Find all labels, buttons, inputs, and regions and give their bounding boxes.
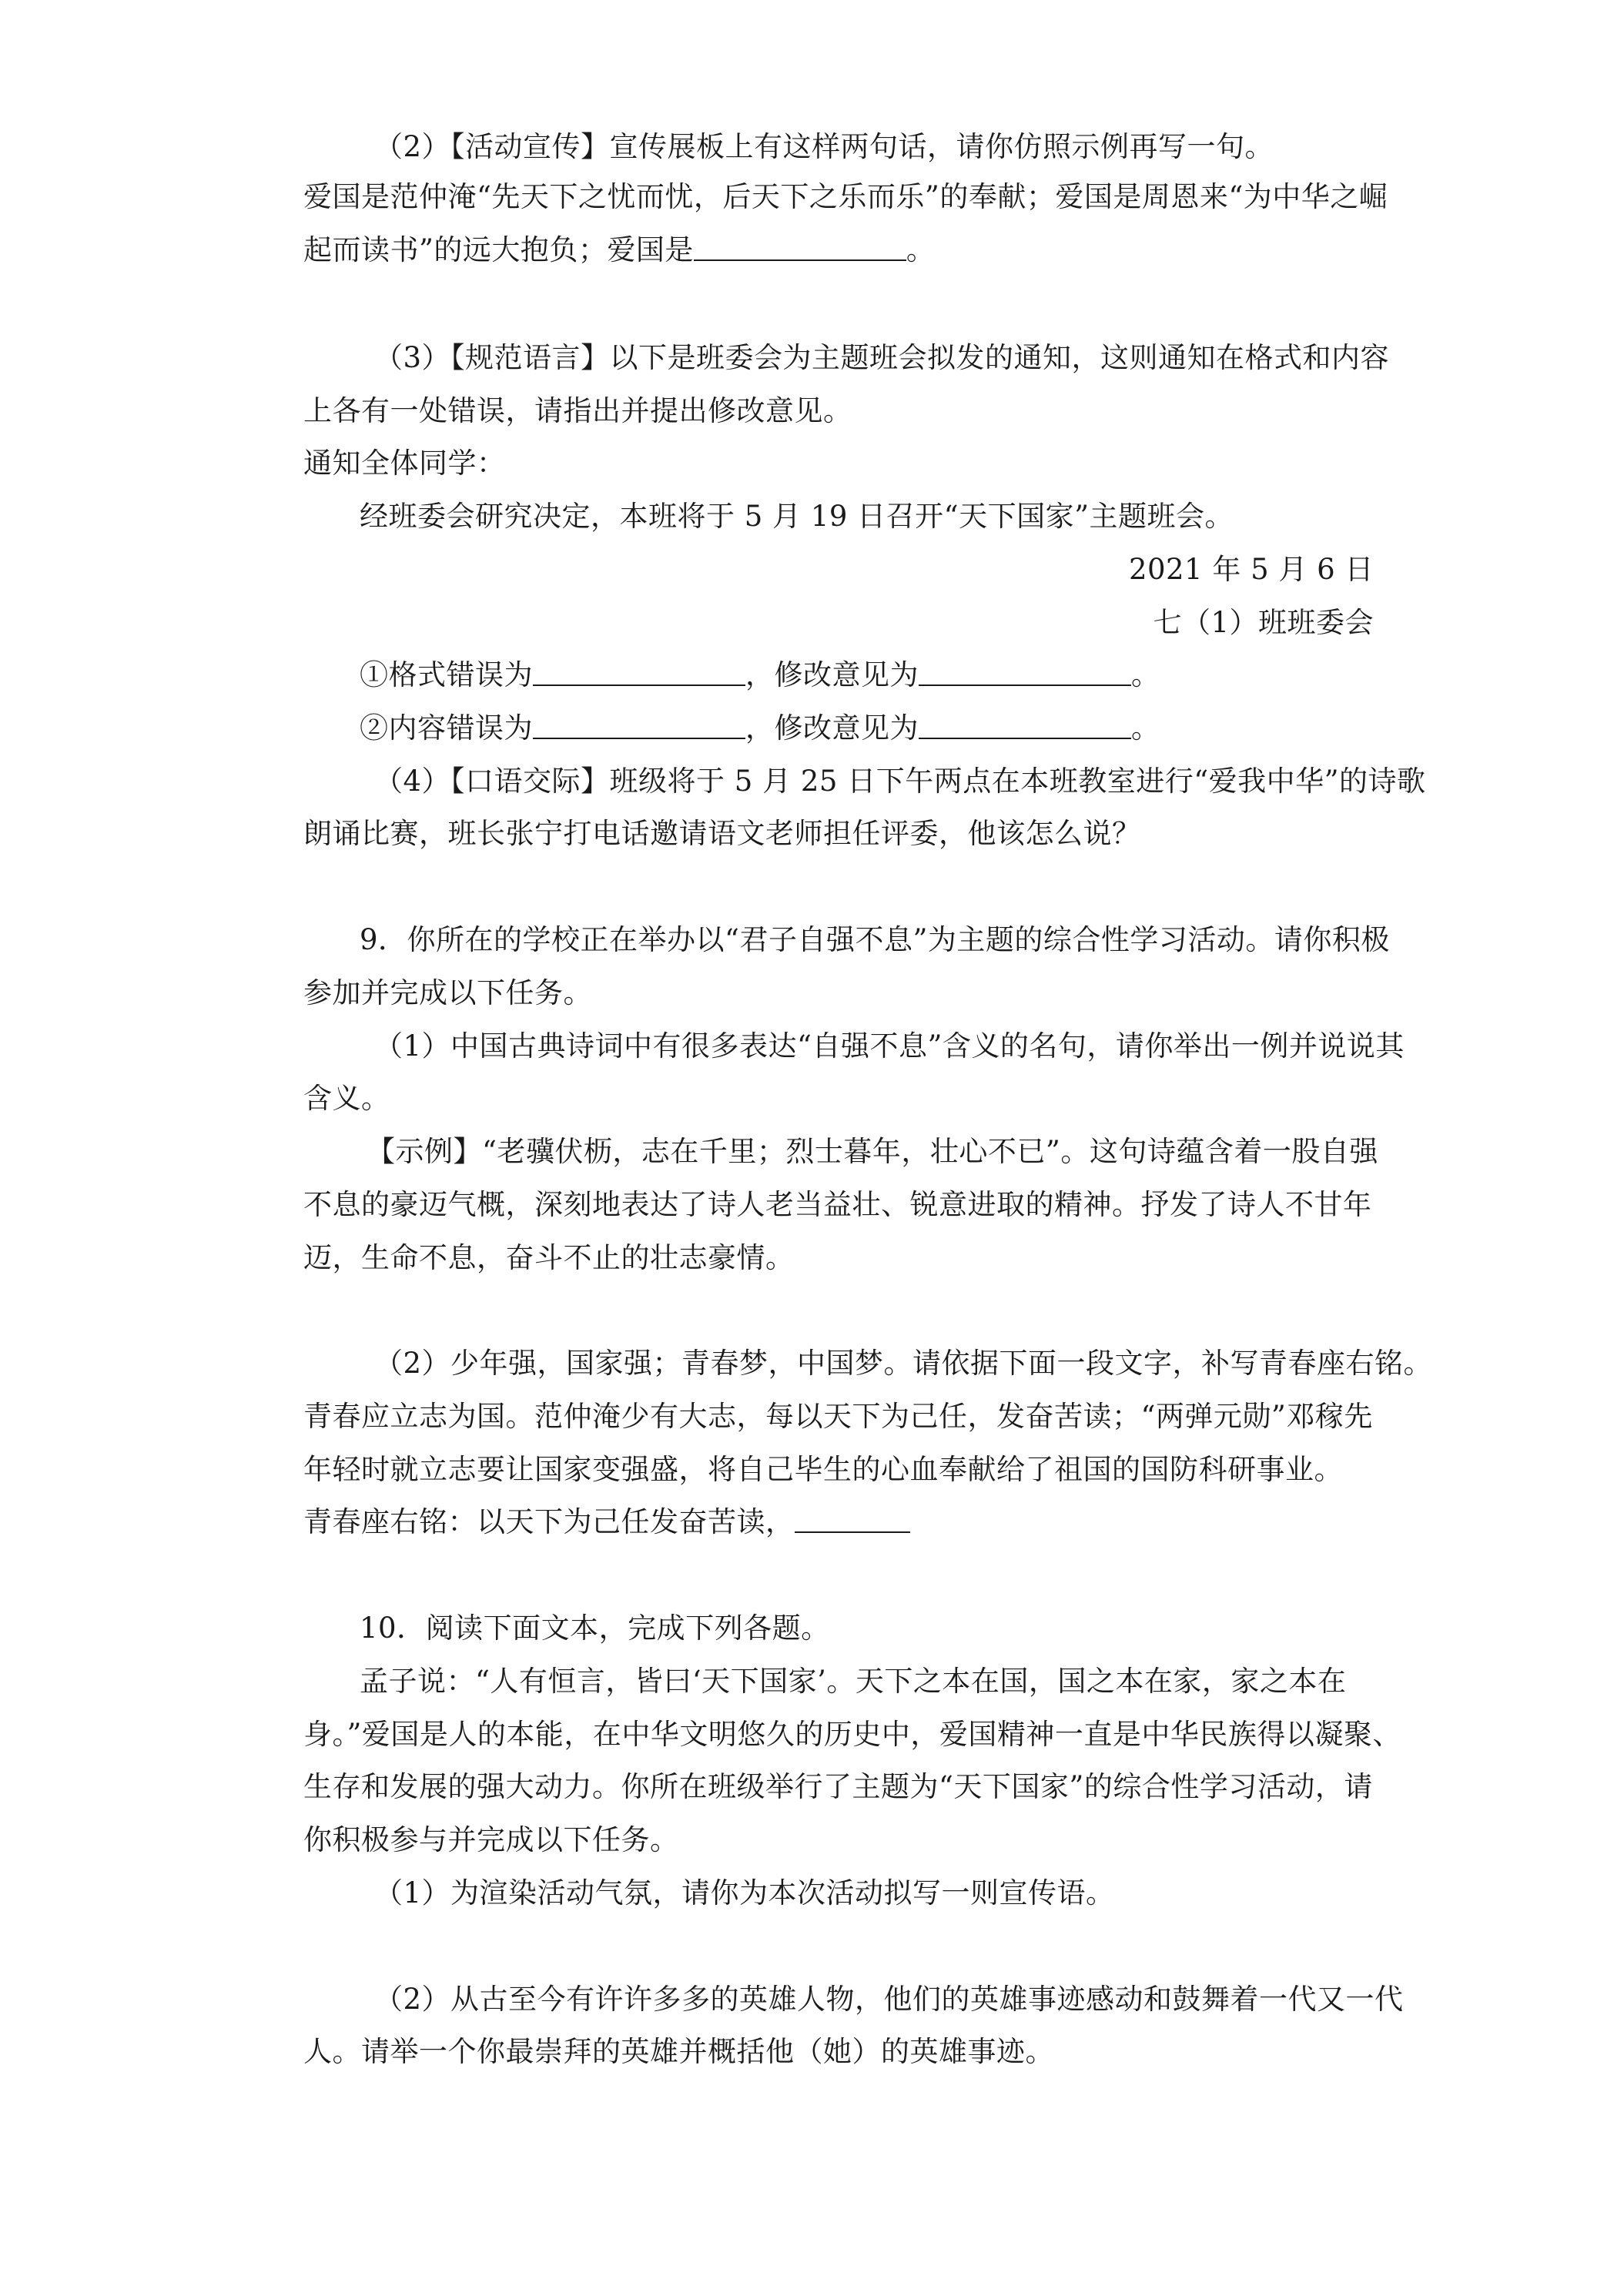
q8-p2-line2: [303, 232, 935, 269]
format-error-label: ①格式错误为: [360, 658, 533, 691]
content-fix-blank[interactable]: [919, 711, 1131, 739]
notice-body: 经班委会研究决定，本班将于 5 月 19 日召开“天下国家”主题班会。: [360, 500, 1234, 533]
q10-p2-line1: （2）从古至今有许许多多的英雄人物，他们的英雄事迹感动和鼓舞着一代又一代: [374, 1983, 1404, 2016]
q9-p2-line3: 年轻时就立志要让国家变强盛，将自己毕生的心血奉献给了祖国的国防科研事业。: [303, 1453, 1343, 1486]
q9-p1-line2: 含义。: [303, 1082, 390, 1115]
q8-p2-line2-end: 。: [906, 233, 936, 266]
q8-p4-line2: 朗诵比赛，班长张宁打电话邀请语文老师担任评委，他该怎么说？: [303, 817, 1141, 850]
format-error-line: [360, 657, 1160, 694]
q9-line2: 参加并完成以下任务。: [303, 976, 592, 1009]
q9-p2-line1: （2）少年强，国家强；青春梦，中国梦。请依据下面一段文字，补写青春座右铭。: [374, 1347, 1433, 1380]
q9-line1: 9．你所在的学校正在举办以“君子自强不息”为主题的综合性学习活动。请你积极: [360, 923, 1390, 956]
content-error-end: 。: [1131, 711, 1160, 745]
q8-p3-line1: （3）【规范语言】以下是班委会为主题班会拟发的通知，这则通知在格式和内容: [374, 341, 1390, 374]
content-error-label: ②内容错误为: [360, 711, 533, 745]
q9-motto-label: 青春座右铭：以天下为己任发奋苦读，: [303, 1505, 795, 1538]
q9-p2-line2: 青春应立志为国。范仲淹少有大志，每以天下为己任，发奋苦读；“两弹元勋”邓稼先: [303, 1400, 1373, 1433]
format-fix-blank[interactable]: [919, 658, 1131, 686]
q9-motto-blank[interactable]: [795, 1505, 910, 1533]
format-error-mid: ，修改意见为: [745, 658, 919, 691]
q9-motto-line: [303, 1504, 910, 1541]
q10-line1: 10．阅读下面文本，完成下列各题。: [360, 1612, 830, 1645]
notice-title: 通知全体同学：: [303, 447, 506, 480]
q8-p2-prompt: （2）【活动宣传】宣传展板上有这样两句话，请你仿照示例再写一句。: [374, 130, 1274, 163]
content-error-blank[interactable]: [533, 711, 745, 739]
q8-p2-line1: 爱国是范仲淹“先天下之忧而忧，后天下之乐而乐”的奉献；爱国是周恩来“为中华之崛: [303, 180, 1388, 213]
q8-p2-line2-text: 起而读书”的远大抱负；爱国是: [303, 233, 694, 266]
q9-example-line1: 【示例】“老骥伏枥，志在千里；烈士暮年，壮心不已”。这句诗蕴含着一股自强: [367, 1135, 1378, 1168]
q10-text-line1: 孟子说：“人有恒言，皆曰‘天下国家’。天下之本在国，国之本在家，家之本在: [360, 1665, 1347, 1698]
content-error-line: [360, 710, 1160, 747]
q9-p1-line1: （1）中国古典诗词中有很多表达“自强不息”含义的名句，请你举出一例并说说其: [374, 1029, 1405, 1063]
q9-example-line3: 迈，生命不息，奋斗不止的壮志豪情。: [303, 1241, 795, 1274]
q10-p1: （1）为渲染活动气氛，请你为本次活动拟写一则宣传语。: [374, 1876, 1115, 1909]
notice-signature: 七（1）班班委会: [1153, 606, 1374, 639]
q9-example-line2: 不息的豪迈气概，深刻地表达了诗人老当益壮、锐意进取的精神。抒发了诗人不甘年: [303, 1188, 1372, 1221]
q8-p4-line1: （4）【口语交际】班级将于 5 月 25 日下午两点在本班教室进行“爱我中华”的诗歌: [374, 765, 1426, 798]
content-error-mid: ，修改意见为: [745, 711, 919, 745]
q10-p2-line2: 人。请举一个你最崇拜的英雄并概括他（她）的英雄事迹。: [303, 2035, 1054, 2068]
format-error-blank[interactable]: [533, 658, 745, 686]
q10-text-line2: 身。”爱国是人的本能，在中华文明悠久的历史中，爱国精神一直是中华民族得以凝聚、: [303, 1718, 1401, 1751]
format-error-end: 。: [1131, 658, 1160, 691]
q8-p3-line2: 上各有一处错误，请指出并提出修改意见。: [303, 394, 852, 427]
q8-p2-answer-blank[interactable]: [694, 233, 906, 261]
q10-text-line3: 生存和发展的强大动力。你所在班级举行了主题为“天下国家”的综合性学习活动，请: [303, 1770, 1373, 1803]
q10-text-line4: 你积极参与并完成以下任务。: [303, 1823, 679, 1856]
notice-date: 2021 年 5 月 6 日: [1128, 553, 1374, 586]
